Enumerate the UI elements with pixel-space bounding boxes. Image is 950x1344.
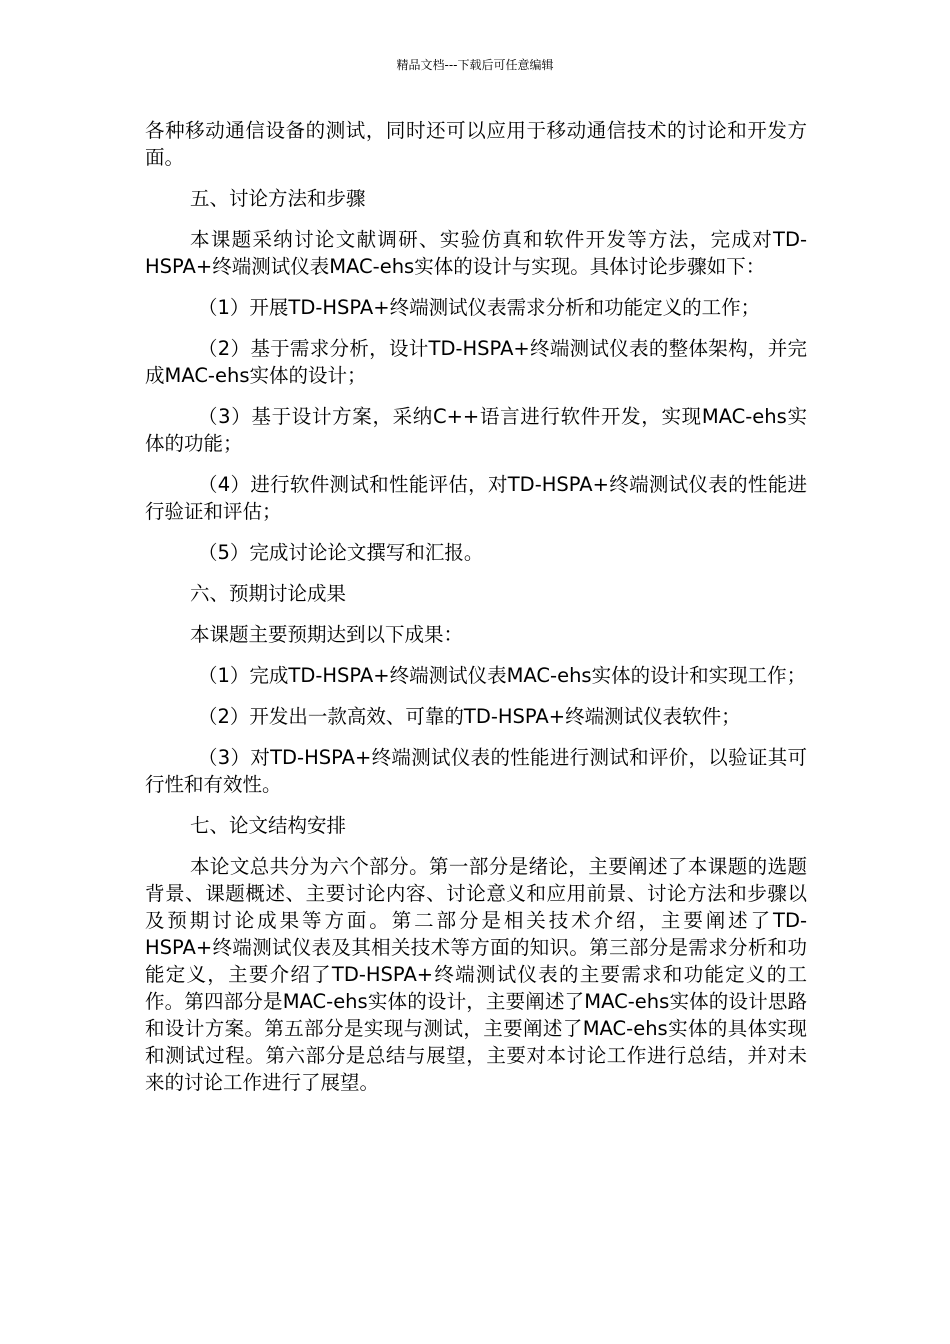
paragraph-continuation: 各种移动通信设备的测试，同时还可以应用于移动通信技术的讨论和开发方面。 xyxy=(145,119,807,169)
list-item-outcome-2: （2）开发出一款高效、可靠的TD-HSPA+终端测试仪表软件； xyxy=(198,705,741,728)
list-item-step-4: （4）进行软件测试和性能评估，对TD-HSPA+终端测试仪表的性能进行验证和评估； xyxy=(145,473,807,523)
list-item-step-1: （1）开展TD-HSPA+终端测试仪表需求分析和功能定义的工作； xyxy=(198,296,761,319)
section-heading-outcomes: 六、预期讨论成果 xyxy=(190,582,347,605)
section-heading-structure: 七、论文结构安排 xyxy=(190,814,347,837)
list-item-step-3: （3）基于设计方案，采纳C++语言进行软件开发，实现MAC-ehs实体的功能； xyxy=(145,405,807,455)
page-header: 精品文档---下载后可任意编辑 xyxy=(396,58,554,72)
list-item-outcome-3: （3）对TD-HSPA+终端测试仪表的性能进行测试和评价，以验证其可行性和有效性。 xyxy=(145,746,807,796)
list-item-step-2: （2）基于需求分析，设计TD-HSPA+终端测试仪表的整体架构，并完成MAC-ehs实体的设计； xyxy=(145,337,807,387)
section-heading-methods: 五、讨论方法和步骤 xyxy=(190,187,366,210)
list-item-step-5: （5）完成讨论论文撰写和汇报。 xyxy=(198,541,484,564)
paragraph-outcomes-intro: 本课题主要预期达到以下成果： xyxy=(190,623,464,646)
paragraph-structure: 本论文总共分为六个部分。第一部分是绪论，主要阐述了本课题的选题背景、课题概述、主要讨论内容、讨论意义和应用前景、讨论方法和步骤以及预期讨论成果等方面。第二部分是相关技术介绍，主要阐述了TD-HSPA+终端测试仪表及其相关技术等方面的知识。第三部分是需求分析和功能定义，主要介绍了TD-HSPA+终端测试仪表的主要需求和功能定义的工作。第四部分是MAC-ehs实体的设计，主要阐述了MAC-ehs实体的设计思路和设计方案。第五部分是实现与测试，主要阐述了MAC-ehs实体的具体实现和测试过程。第六部分是总结与展望，主要对本讨论工作进行总结，并对未来的讨论工作进行了展望。 xyxy=(145,855,807,1094)
document-body xyxy=(145,117,807,1110)
paragraph-methods-intro: 本课题采纳讨论文献调研、实验仿真和软件开发等方法，完成对TD-HSPA+终端测试仪表MAC-ehs实体的设计与实现。具体讨论步骤如下： xyxy=(145,228,807,278)
list-item-outcome-1: （1）完成TD-HSPA+终端测试仪表MAC-ehs实体的设计和实现工作； xyxy=(198,664,807,687)
